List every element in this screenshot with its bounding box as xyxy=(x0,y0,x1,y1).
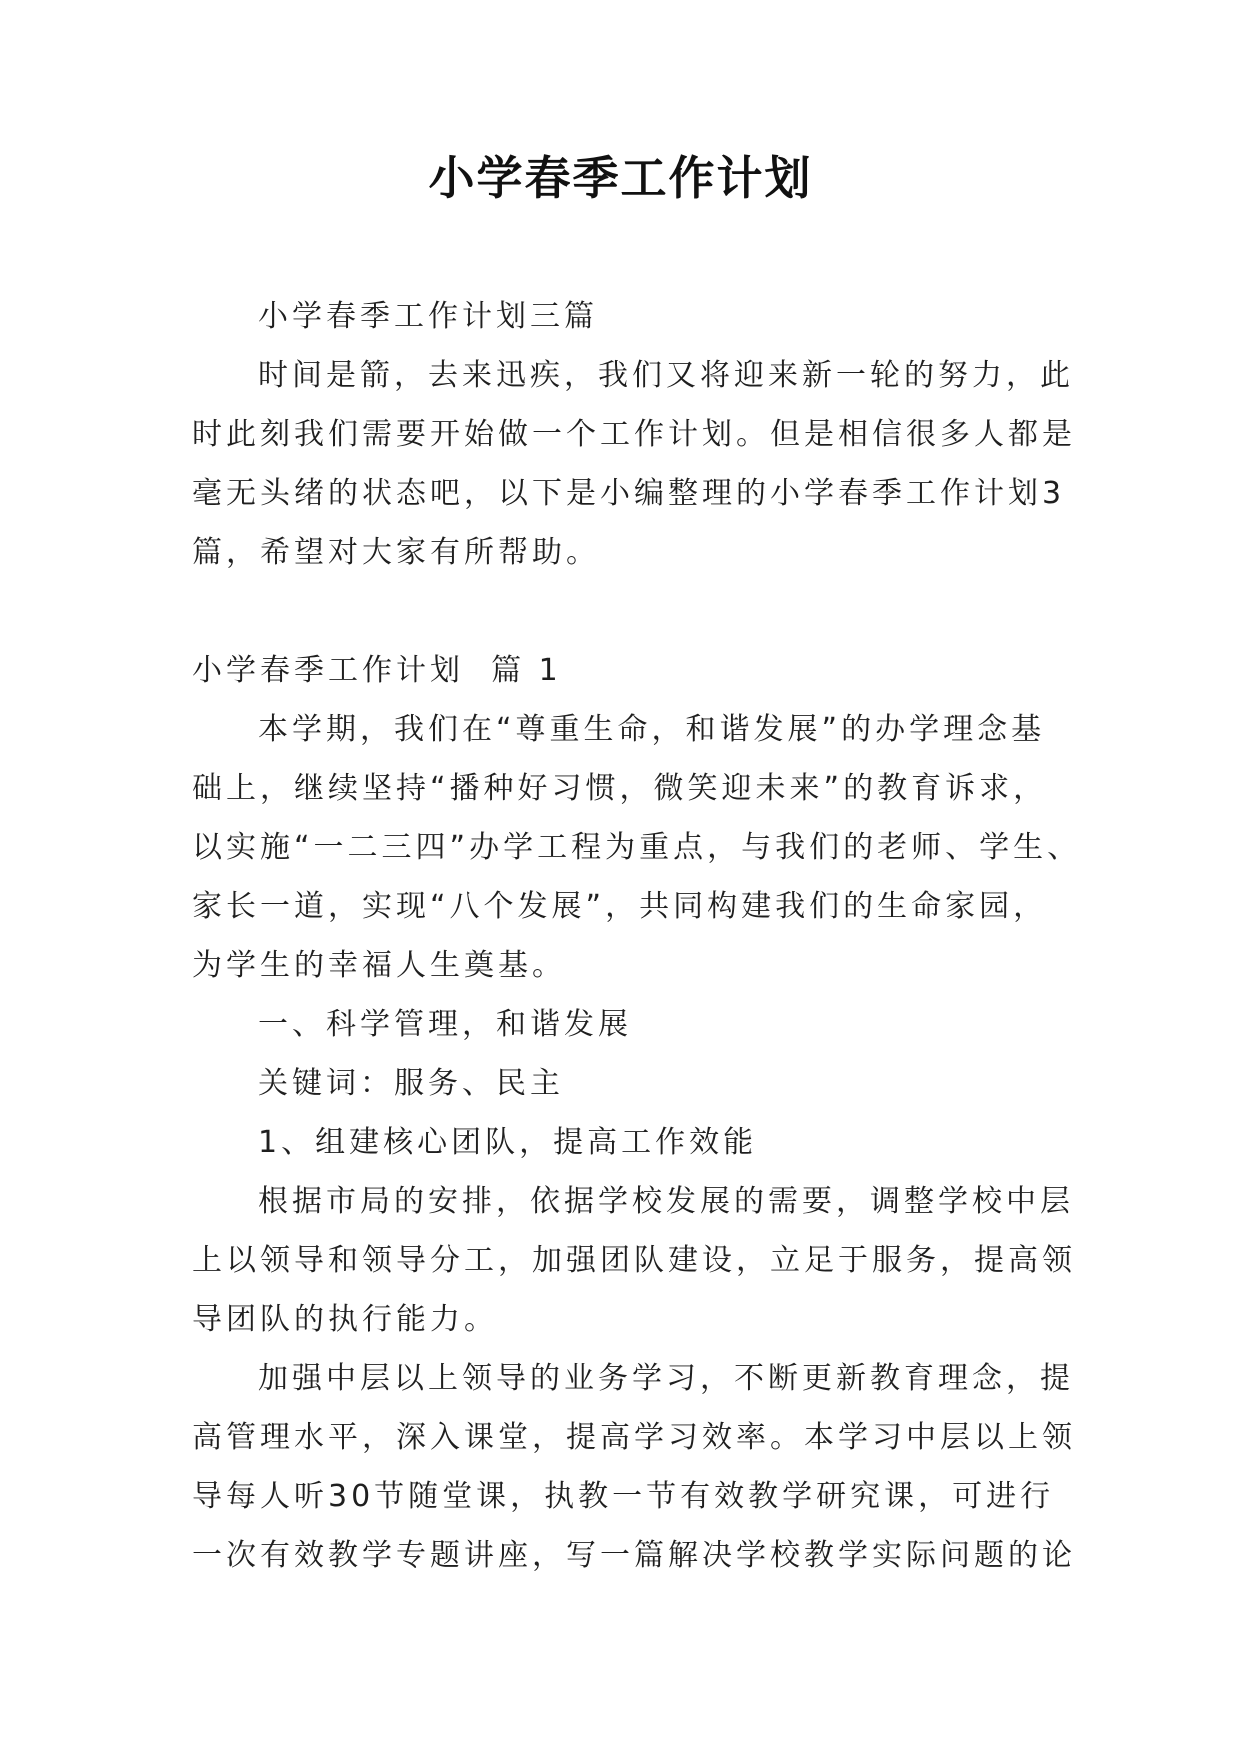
subheading-1: 1、组建核心团队，提高工作效能 xyxy=(258,1125,758,1160)
intro-line-2: 时此刻我们需要开始做一个工作计划。但是相信很多人都是 xyxy=(192,417,1076,452)
document-title: 小学春季工作计划 xyxy=(428,151,813,205)
intro-line-1: 时间是箭，去来迅疾，我们又将迎来新一轮的努力，此 xyxy=(258,358,1074,393)
document-body xyxy=(192,287,1082,1585)
keywords-line: 关键词：服务、民主 xyxy=(258,1066,564,1101)
para1-line-3: 以实施“一二三四”办学工程为重点，与我们的老师、学生、 xyxy=(192,830,1082,865)
document-subtitle: 小学春季工作计划三篇 xyxy=(258,299,598,334)
para1-line-5: 为学生的幸福人生奠基。 xyxy=(192,948,566,983)
para3-line-2: 高管理水平，深入课堂，提高学习效率。本学习中层以上领 xyxy=(192,1420,1076,1455)
para3-line-1: 加强中层以上领导的业务学习，不断更新教育理念，提 xyxy=(258,1361,1074,1396)
para2-line-2: 上以领导和领导分工，加强团队建设，立足于服务，提高领 xyxy=(192,1243,1076,1278)
para2-line-1: 根据市局的安排，依据学校发展的需要，调整学校中层 xyxy=(258,1184,1074,1219)
intro-line-4: 篇，希望对大家有所帮助。 xyxy=(192,535,600,570)
para1-line-1: 本学期，我们在“尊重生命，和谐发展”的办学理念基 xyxy=(258,712,1046,747)
para1-line-4: 家长一道，实现“八个发展”，共同构建我们的生命家园， xyxy=(192,889,1048,924)
blank-line xyxy=(192,582,1052,641)
heading-1: 一、科学管理，和谐发展 xyxy=(258,1007,632,1042)
para3-line-4: 一次有效教学专题讲座，写一篇解决学校教学实际问题的论 xyxy=(192,1538,1076,1573)
section-heading: 小学春季工作计划 篇 1 xyxy=(192,653,562,688)
para1-line-2: 础上，继续坚持“播种好习惯，微笑迎未来”的教育诉求， xyxy=(192,771,1048,806)
para2-line-3: 导团队的执行能力。 xyxy=(192,1302,498,1337)
intro-line-3: 毫无头绪的状态吧，以下是小编整理的小学春季工作计划3 xyxy=(192,476,1066,511)
para3-line-3: 导每人听30节随堂课，执教一节有效教学研究课，可进行 xyxy=(192,1479,1055,1514)
